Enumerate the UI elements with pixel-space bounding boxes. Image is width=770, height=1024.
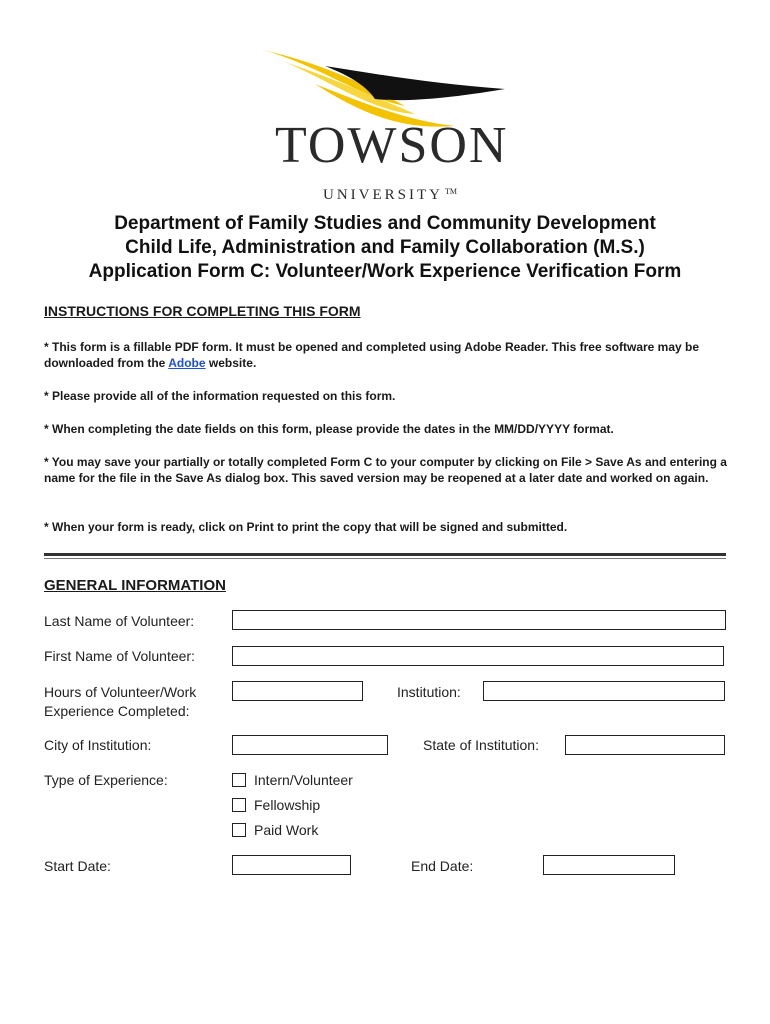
instructions-heading: INSTRUCTIONS FOR COMPLETING THIS FORM (44, 303, 361, 319)
end-date-field[interactable] (543, 855, 675, 875)
institution-field[interactable] (483, 681, 725, 701)
state-label: State of Institution: (423, 737, 539, 753)
type-label: Type of Experience: (44, 772, 168, 788)
logo-wordmark: TOWSON (275, 117, 509, 174)
instruction-1 (44, 339, 734, 371)
last-name-field[interactable] (232, 610, 726, 630)
general-info-heading: GENERAL INFORMATION (44, 577, 226, 594)
divider-thin (44, 558, 726, 559)
logo-subname-text: UNIVERSITY (323, 187, 443, 203)
instruction-4: * You may save your partially or totally completed Form C to your computer by clicking on File > Save As and entering a name for the file in the Save As dialog box. This saved version may be reopened at a later date and worked on again. (44, 455, 727, 485)
instruction-3: * When completing the date fields on this form, please provide the dates in the MM/DD/YYYY format. (44, 422, 614, 436)
city-field[interactable] (232, 735, 388, 755)
intern-volunteer-label: Intern/Volunteer (254, 772, 353, 788)
instruction-1-text-a: * This form is a fillable PDF form. It must be opened and completed using Adobe Reader. This free software may be downloaded from the (44, 340, 700, 370)
intern-volunteer-checkbox[interactable] (232, 773, 246, 787)
form-titles (0, 212, 770, 284)
end-date-label: End Date: (411, 858, 474, 874)
instruction-5: * When your form is ready, click on Print to print the copy that will be signed and submitted. (44, 520, 568, 534)
title-department: Department of Family Studies and Community Development (114, 213, 656, 234)
state-field[interactable] (565, 735, 725, 755)
paid-work-checkbox[interactable] (232, 823, 246, 837)
logo-subname (323, 187, 457, 204)
hours-label (44, 683, 196, 721)
instruction-2: * Please provide all of the information requested on this form. (44, 389, 396, 403)
start-date-field[interactable] (232, 855, 351, 875)
title-form: Application Form C: Volunteer/Work Experience Verification Form (88, 261, 682, 282)
start-date-label: Start Date: (44, 858, 111, 874)
hours-label-line2: Experience Completed: (44, 703, 190, 719)
logo-tm: TM (445, 187, 457, 196)
title-program: Child Life, Administration and Family Collaboration (M.S.) (125, 237, 645, 258)
hours-field[interactable] (232, 681, 363, 701)
city-label: City of Institution: (44, 737, 152, 753)
adobe-link[interactable]: Adobe (168, 356, 206, 370)
last-name-label: Last Name of Volunteer: (44, 613, 195, 629)
fellowship-label: Fellowship (254, 797, 321, 813)
instruction-1-text-b: website. (208, 356, 257, 370)
towson-logo (255, 44, 525, 209)
divider-thick (44, 553, 726, 556)
paid-work-label: Paid Work (254, 822, 319, 838)
first-name-label: First Name of Volunteer: (44, 648, 195, 664)
institution-label: Institution: (397, 684, 461, 700)
fellowship-checkbox[interactable] (232, 798, 246, 812)
first-name-field[interactable] (232, 646, 724, 666)
hours-label-line1: Hours of Volunteer/Work (44, 684, 197, 700)
